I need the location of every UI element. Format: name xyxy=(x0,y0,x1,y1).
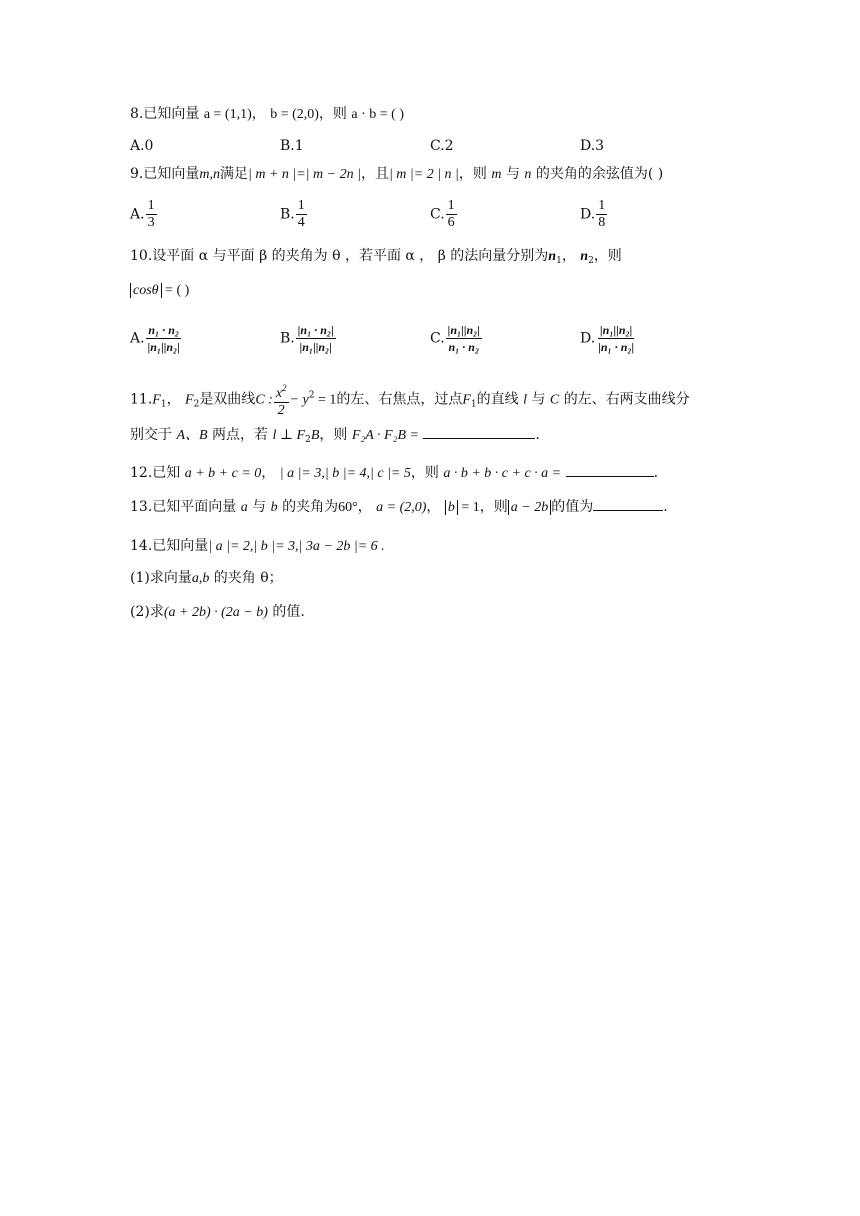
q11-text: 的左、右焦点，过点 xyxy=(336,391,463,408)
fraction xyxy=(146,198,157,231)
fraction xyxy=(446,198,457,231)
fraction xyxy=(296,322,336,355)
q8-sep: ， xyxy=(251,106,266,122)
q14-part1-text: (1)求向量 xyxy=(130,570,192,586)
q10-option-d xyxy=(580,322,637,355)
q9-text: 满足 xyxy=(219,166,248,182)
numerator: |n₁||n₂| xyxy=(600,323,633,337)
q8-dot-product: a · b = ( ) xyxy=(351,107,404,122)
question-14 xyxy=(130,536,385,557)
q11-f2: F xyxy=(185,392,194,408)
q10-stem: 10.设平面 α 与平面 β 的夹角为 θ ，若平面 α ， β 的法向量分别为 xyxy=(130,248,549,264)
q12-text: ，则 xyxy=(410,465,439,481)
option-label: B. xyxy=(280,330,295,347)
q13-eq: = 1 xyxy=(457,500,480,515)
q10-paren: = ( ) xyxy=(161,283,190,298)
question-10 xyxy=(130,246,622,271)
option-label: A. xyxy=(130,330,145,347)
q11-text: ，则 xyxy=(319,427,348,443)
q11-y: − y xyxy=(289,392,309,408)
q12-magnitudes: | a |= 3,| b |= 4,| c |= 5 xyxy=(279,466,411,481)
option-label: C. xyxy=(430,330,445,347)
q11-y-sup: 2 xyxy=(308,390,315,401)
q11-perp-b: B xyxy=(310,428,320,443)
q10-n1: n xyxy=(548,249,557,264)
q13-text: ，则 xyxy=(479,499,508,515)
q14-stem: 14.已知向量 xyxy=(130,538,209,554)
q13-text: 的夹角为 xyxy=(282,499,339,515)
q10-option-b xyxy=(280,322,337,355)
q11-f2-sub: 2 xyxy=(193,399,200,410)
q9-m: m xyxy=(491,167,502,182)
q11-perp: l ⊥ F xyxy=(272,428,306,443)
q10-abs-cos: cosθ xyxy=(130,283,162,298)
q11-x: x xyxy=(275,386,283,401)
denominator: 8 xyxy=(598,215,606,230)
question-14-part-2 xyxy=(130,602,305,623)
q11-f1b-sub: 1 xyxy=(470,399,477,410)
q12-answer-blank[interactable] xyxy=(566,462,654,477)
q13-text: ， xyxy=(357,499,372,515)
numerator: 1 xyxy=(147,198,155,213)
denominator: 4 xyxy=(297,215,305,230)
q11-f1b: F xyxy=(462,392,471,408)
q9-option-d xyxy=(580,198,608,231)
q8-option-a: A.0 xyxy=(130,138,154,154)
denominator: |n₁||n₂| xyxy=(299,340,332,354)
q9-vectors: m,n xyxy=(199,167,220,182)
q8-option-c: C.2 xyxy=(430,138,454,154)
q11-denominator: 2 xyxy=(277,403,285,418)
q13-vector-a: a = (2,0) xyxy=(376,500,427,515)
q9-text: 的夹角的余弦值为( ) xyxy=(535,166,664,182)
q11-comma: ， xyxy=(166,391,181,408)
q13-b: b xyxy=(270,500,278,515)
q11-f1-sub: 1 xyxy=(160,399,167,410)
q10-tail: ，则 xyxy=(593,248,622,264)
numerator: 1 xyxy=(297,198,305,213)
option-label: D. xyxy=(580,330,596,347)
q10-comma: ， xyxy=(561,248,576,264)
q13-angle: 60° xyxy=(338,500,358,515)
denominator: |n₁||n₂| xyxy=(147,340,180,354)
q14-part1-vectors: a,b xyxy=(191,571,210,586)
q8-option-d: D.3 xyxy=(580,138,605,154)
q8-option-b: B.1 xyxy=(280,138,304,154)
q9-n: n xyxy=(524,167,532,182)
q14-part2-text: (2)求 xyxy=(130,604,164,620)
q9-text: ，则 xyxy=(458,166,487,182)
denominator: 6 xyxy=(447,215,455,230)
option-label: C. xyxy=(430,206,445,223)
q12-expression: a · b + b · c + c · a = xyxy=(443,466,562,481)
q9-condition-2: | m |= 2 | n | xyxy=(388,167,459,182)
q13-a: a xyxy=(240,500,248,515)
q10-n2-sub: 2 xyxy=(588,256,594,266)
q10-n2: n xyxy=(580,249,589,264)
q11-text: 的左、右两支曲线分 xyxy=(563,391,690,408)
q14-condition: | a |= 2,| b |= 3,| 3a − 2b |= 6 . xyxy=(208,539,385,554)
q13-text: ， xyxy=(426,499,441,515)
q11-x-sup: 2 xyxy=(282,383,287,393)
denominator: n₁ · n₂ xyxy=(448,340,480,354)
option-label: B. xyxy=(280,206,295,223)
question-11-line-2 xyxy=(130,424,540,450)
denominator: 3 xyxy=(147,215,155,230)
q9-stem: 9.已知向量 xyxy=(130,166,200,182)
q13-stem: 13.已知平面向量 xyxy=(130,499,237,515)
q13-answer-blank[interactable] xyxy=(593,496,663,511)
q11-end: . xyxy=(535,427,540,443)
q11-c: C : xyxy=(255,392,273,408)
option-label: D. xyxy=(580,206,596,223)
q12-stem: 12.已知 xyxy=(130,465,181,481)
fraction xyxy=(296,198,307,231)
fraction xyxy=(596,198,607,231)
q10-n1-sub: 1 xyxy=(556,256,562,266)
q13-text: 与 xyxy=(252,499,267,515)
q11-f1: F xyxy=(152,392,161,408)
question-13 xyxy=(130,496,668,518)
question-14-part-1 xyxy=(130,568,283,589)
question-8 xyxy=(130,104,404,125)
fraction xyxy=(596,322,636,355)
q11-text: 两点，若 xyxy=(212,427,269,443)
q9-text: ，且 xyxy=(360,166,389,182)
q11-number: 11. xyxy=(130,391,153,408)
q8-vector-a: a = (1,1) xyxy=(203,107,252,122)
q9-text: 与 xyxy=(505,166,520,182)
q9-option-a xyxy=(130,198,158,231)
q11-perp-sub: 2 xyxy=(305,435,311,445)
q11-text: 别交于 xyxy=(130,427,172,443)
q13-end: . xyxy=(663,499,668,515)
question-12 xyxy=(130,462,658,484)
q11-dot-product: F₂A · F₂B = xyxy=(351,428,419,443)
option-label: A. xyxy=(130,206,145,223)
q9-condition-1: | m + n |=| m − 2n | xyxy=(247,167,361,182)
q9-option-b xyxy=(280,198,308,231)
q13-text: 的值为 xyxy=(551,499,594,515)
q13-abs-expression: a − 2b xyxy=(508,500,551,515)
q10-option-c xyxy=(430,322,483,355)
q14-part2-expression: (a + 2b) · (2a − b) xyxy=(163,605,268,620)
fraction xyxy=(146,322,182,355)
q14-part1-text: 的夹角 θ； xyxy=(213,570,283,586)
q14-part2-text: 的值. xyxy=(272,604,305,620)
q11-c2: C xyxy=(549,392,560,408)
numerator: |n₁||n₂| xyxy=(447,323,480,337)
q11-text: 的直线 xyxy=(476,391,519,408)
q12-comma: ， xyxy=(261,465,276,481)
q11-fraction xyxy=(274,380,289,419)
numerator: 1 xyxy=(598,198,606,213)
numerator: |n₁ · n₂| xyxy=(297,323,334,337)
question-9 xyxy=(130,164,663,185)
q11-line-l: l xyxy=(523,392,527,408)
q13-abs-b: b xyxy=(445,500,458,515)
numerator: n₁ · n₂ xyxy=(148,323,180,337)
denominator: |n₁ · n₂| xyxy=(598,340,635,354)
q9-option-c xyxy=(430,198,458,231)
question-11 xyxy=(130,380,690,419)
q8-sep2: ，则 xyxy=(318,106,347,122)
q10-option-a xyxy=(130,322,183,355)
numerator: 1 xyxy=(447,198,455,213)
fraction xyxy=(446,322,482,355)
q12-vector-sum: a + b + c = 0 xyxy=(184,466,262,481)
q11-text: 与 xyxy=(531,391,546,408)
question-10-line-2 xyxy=(130,280,189,301)
q12-end: . xyxy=(653,465,659,481)
q11-answer-blank[interactable] xyxy=(423,424,535,439)
q8-vector-b: b = (2,0) xyxy=(270,107,319,122)
q11-eq-end: = 1 xyxy=(314,392,337,408)
q11-text: 是双曲线 xyxy=(199,391,256,408)
q11-points: A、B xyxy=(176,428,208,443)
q8-stem: 8.已知向量 xyxy=(130,106,200,122)
